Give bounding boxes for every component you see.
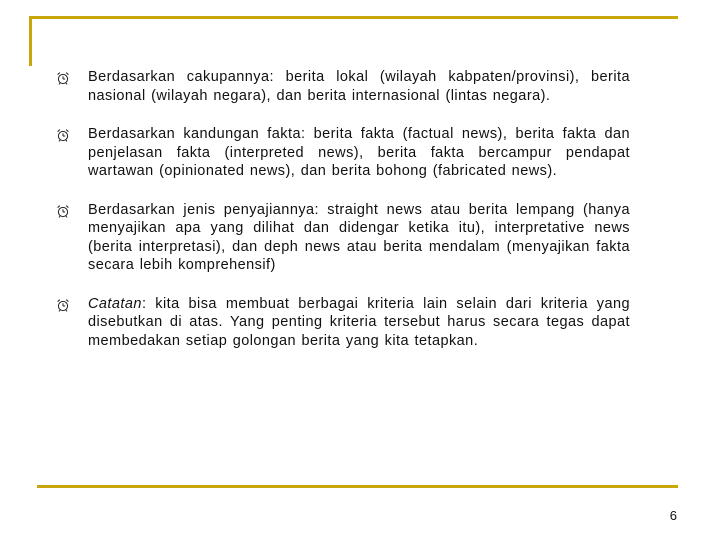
alarm-clock-icon [56,71,70,85]
bullet-lead-note: Catatan [88,295,142,312]
frame-top-rule [29,16,678,19]
bullet-item-scope [56,68,630,105]
bullet-item-presentation [56,201,630,275]
bullet-item-fact-content [56,125,630,181]
alarm-clock-icon [56,128,70,142]
alarm-clock-icon [56,204,70,218]
bullet-text: Berdasarkan kandungan fakta: berita fakta (factual news), berita fakta dan penjelasan fakta (interpreted news), berita fakta bercampur pendapat wartawan (opinionated news), dan berita bohong (fabricated news). [88,126,630,179]
bullet-text: Berdasarkan cakupannya: berita lokal (wilayah kabpaten/provinsi), berita nasional (wilayah negara), dan berita internasional (lintas negara). [88,69,630,104]
bullet-text: : kita bisa membuat berbagai kriteria lain selain dari kriteria yang disebutkan di atas. Yang penting kriteria tersebut harus secara tegas dapat membedakan setiap golongan berita yang kita tetapkan. [88,295,630,349]
frame-bottom-rule [37,485,678,488]
page-number: 6 [669,508,677,523]
alarm-clock-icon [56,298,70,312]
bullet-list [56,68,630,350]
bullet-item-note [56,295,630,351]
bullet-text: Berdasarkan jenis penyajiannya: straight news atau berita lempang (hanya menyajikan apa yang dilihat dan didengar ketika itu), interpretative news (berita interpretasi), dan deph news atau berita mendalam (menyajikan fakta secara lebih komprehensif) [88,201,630,273]
frame-left-rule [29,16,32,66]
